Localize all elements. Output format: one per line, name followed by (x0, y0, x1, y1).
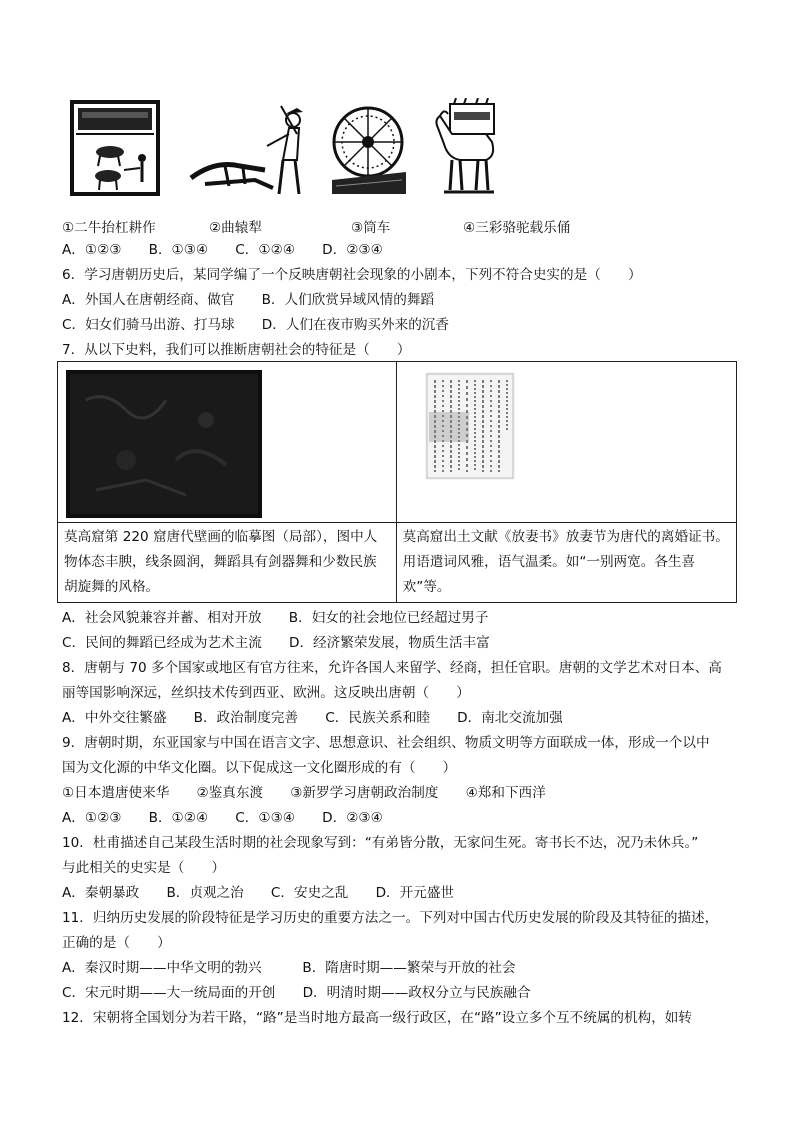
q7-right-text: 莫高窟出土文献《放妻书》放妻节为唐代的离婚证书。用语遣词风雅，语气温柔。如“一别两宽。各生喜欢”等。 (402, 529, 729, 595)
caption-curved-plow: ②曲辕犁 (209, 220, 262, 236)
camel-with-musicians-image (430, 98, 504, 200)
q7-stem: 7．从以下史料，我们可以推断唐朝社会的特征是（ ） (62, 342, 411, 358)
q11-options-ab: A．秦汉时期——中华文明的勃兴 B．隋唐时期——繁荣与开放的社会 (62, 960, 516, 976)
q11-line2: 正确的是（ ） (62, 935, 171, 951)
q7-mural-cell (58, 362, 397, 523)
q12-line1: 12．宋朝将全国划分为若干路，“路”是当时地方最高一级行政区，在“路”设立多个互不统属的机构，如转 (62, 1010, 692, 1026)
q10-line2: 与此相关的史实是（ ） (62, 860, 226, 876)
q7-options-ab: A．社会风貌兼容并蓄、相对开放 B．妇女的社会地位已经超过男子 (62, 610, 489, 626)
q7-mural-description (58, 523, 397, 603)
mural-copy-image (66, 370, 262, 518)
caption-ox-plowing: ①二牛抬杠耕作 (62, 220, 156, 236)
q8-line2: 丽等国影响深远，丝织技术传到西亚、欧洲。这反映出唐朝（ ） (62, 685, 470, 701)
q6-options-ab: A．外国人在唐朝经商、做官 B．人们欣赏异域风情的舞蹈 (62, 292, 435, 308)
q9-items: ①日本遣唐使来华 ②鉴真东渡 ③新罗学习唐朝政治制度 ④郑和下西洋 (62, 785, 546, 801)
q6-stem: 6．学习唐朝历史后，某同学编了一个反映唐朝社会现象的小剧本，下列不符合史实的是（ ） (62, 267, 642, 283)
q11-line1: 11．归纳历史发展的阶段特征是学习历史的重要方法之一。下列对中国古代历史发展的阶段及其特征的描述， (62, 910, 719, 926)
q9-options: A．①②③ B．①②④ C．①③④ D．②③④ (62, 810, 383, 826)
q10-options: A．秦朝暴政 B．贞观之治 C．安史之乱 D．开元盛世 (62, 885, 455, 901)
q8-line1: 8．唐朝与 70 多个国家或地区有官方往来，允许各国人来留学、经商，担任官职。唐朝的文学艺术对日本、高 (62, 660, 722, 676)
q5-options: A．①②③ B．①③④ C．①②④ D．②③④ (62, 242, 383, 258)
q9-line2: 国为文化源的中华文化圈。以下促成这一文化圈形成的有（ ） (62, 760, 457, 776)
divorce-letter-image (425, 372, 515, 480)
q7-document-cell (396, 362, 736, 523)
q7-options-cd: C．民间的舞蹈已经成为艺术主流 D．经济繁荣发展，物质生活丰富 (62, 635, 490, 651)
q11-options-cd: C．宋元时期——大一统局面的开创 D．明清时期——政权分立与民族融合 (62, 985, 531, 1001)
tube-waterwheel-image (328, 100, 410, 198)
caption-camel: ④三彩骆驼载乐俑 (463, 220, 571, 236)
q10-line1: 10．杜甫描述自己某段生活时期的社会现象写到：“有弟皆分散，无家问生死。寄书长不达，况乃未休兵。” (62, 835, 699, 851)
q7-left-text: 莫高窟第 220 窟唐代壁画的临摹图（局部），图中人物体态丰腴，线条圆润，舞蹈具有剑器舞和少数民族胡旋舞的风格。 (64, 529, 378, 595)
q8-options: A．中外交往繁盛 B．政治制度完善 C．民族关系和睦 D．南北交流加强 (62, 710, 563, 726)
ox-plowing-mural-image (70, 100, 160, 196)
caption-waterwheel: ③筒车 (351, 220, 391, 236)
q9-line1: 9．唐朝时期，东亚国家与中国在语言文字、思想意识、社会组织、物质文明等方面联成一体，形成一个以中 (62, 735, 710, 751)
q7-source-table (57, 361, 737, 603)
q7-document-description (396, 523, 736, 603)
curved-shaft-plow-image (185, 100, 315, 198)
q6-options-cd: C．妇女们骑马出游、打马球 D．人们在夜市购买外来的沉香 (62, 317, 449, 333)
